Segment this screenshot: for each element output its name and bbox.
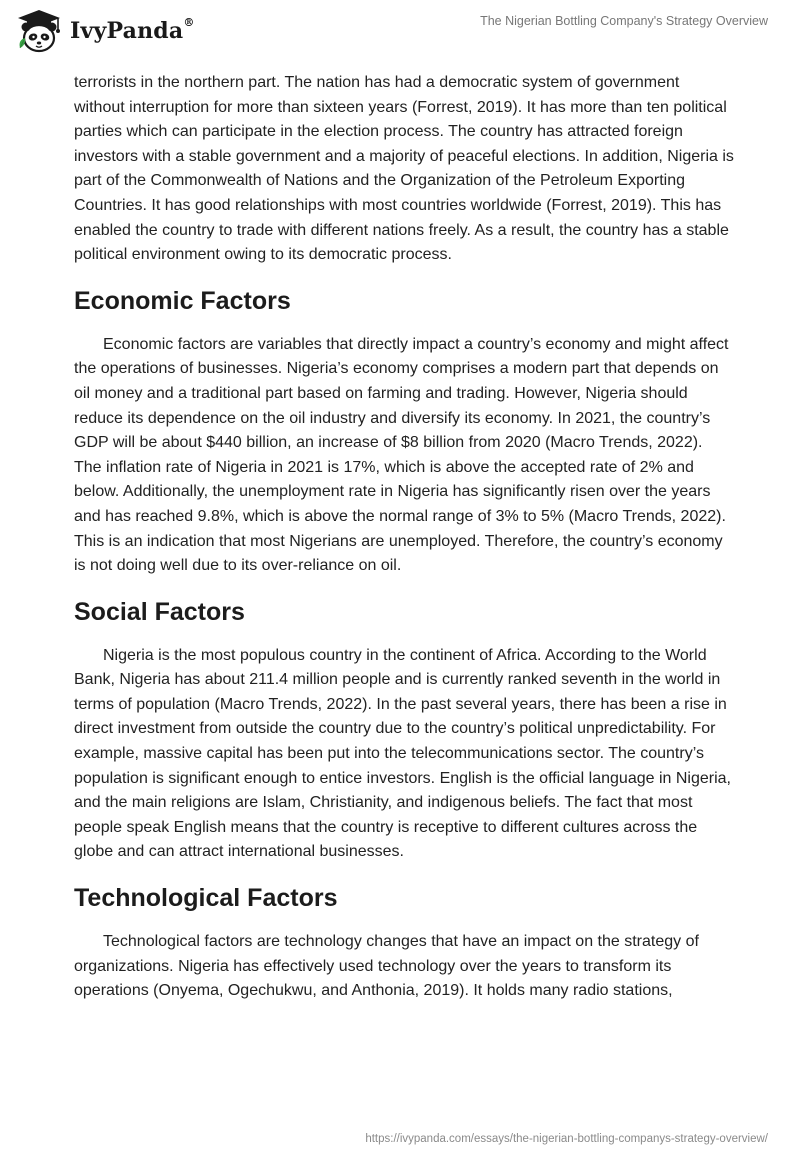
heading-economic-factors: Economic Factors bbox=[74, 286, 291, 315]
heading-technological-factors: Technological Factors bbox=[74, 884, 338, 913]
technological-factors-paragraph: Technological factors are technology changes that have an impact on the strategy of organizations. Nigeria has effectively used technology over the years to transform its operations (Onyema, Ogechukwu, and Anthonia, 2019). It holds many radio stations, bbox=[74, 933, 699, 1000]
heading-social-factors: Social Factors bbox=[74, 597, 245, 626]
social-factors-paragraph: Nigeria is the most populous country in the continent of Africa. According to the World Bank, Nigeria has about 211.4 million people and is currently ranked seventh in the world in terms of population (Macro Trends, 2022). In the past several years, there has been a rise in direct investment from outside the country due to the country’s political unpredictability. For example, massive capital has been put into the telecommunications sector. The country’s population is significant enough to entice investors. English is the official language in Nigeria, and the main religions are Islam, Christianity, and indigenous beliefs. The fact that most people speak English means that the country is receptive to different cultures across the globe and can attract international businesses. bbox=[74, 646, 731, 861]
economic-factors-paragraph: Economic factors are variables that directly impact a country’s economy and might affect the operations of businesses. Nigeria’s economy comprises a modern part that depends on oil money and a traditional part based on farming and trading. However, Nigeria should reduce its dependence on the oil industry and diversify its economy. In 2021, the country’s GDP will be about $440 billion, an increase of $8 billion from 2020 (Macro Trends, 2022). The inflation rate of Nigeria in 2021 is 17%, which is above the accepted rate of 2% and below. Additionally, the unemployment rate in Nigeria has significantly risen over the years and has reached 9.8%, which is above the normal range of 3% to 5% (Macro Trends, 2022). This is an indication that most Nigerians are unemployed. Therefore, the country’s economy is not doing well due to its over-reliance on oil. bbox=[74, 335, 729, 575]
document-title: The Nigerian Bottling Company's Strategy Overview bbox=[480, 14, 768, 28]
essay-body bbox=[74, 71, 734, 1004]
page-header bbox=[0, 0, 800, 64]
ivypanda-logo[interactable] bbox=[14, 8, 195, 54]
brand-name bbox=[70, 18, 195, 44]
brand-label: IvyPanda bbox=[70, 18, 184, 44]
panda-graduate-icon bbox=[14, 8, 64, 54]
registered-mark: ® bbox=[183, 16, 195, 29]
intro-paragraph: terrorists in the northern part. The nation has had a democratic system of government without interruption for more than sixteen years (Forrest, 2019). It has more than ten political parties which can participate in the election process. The country has attracted foreign investors with a stable government and a majority of peaceful elections. In addition, Nigeria is part of the Commonwealth of Nations and the Organization of the Petroleum Exporting Countries. It has good relationships with most countries worldwide (Forrest, 2019). This has enabled the country to trade with different nations freely. As a result, the country has a stable political environment owing to its democratic process. bbox=[74, 74, 734, 264]
source-url[interactable]: https://ivypanda.com/essays/the-nigerian-bottling-companys-strategy-overview/ bbox=[365, 1133, 768, 1145]
